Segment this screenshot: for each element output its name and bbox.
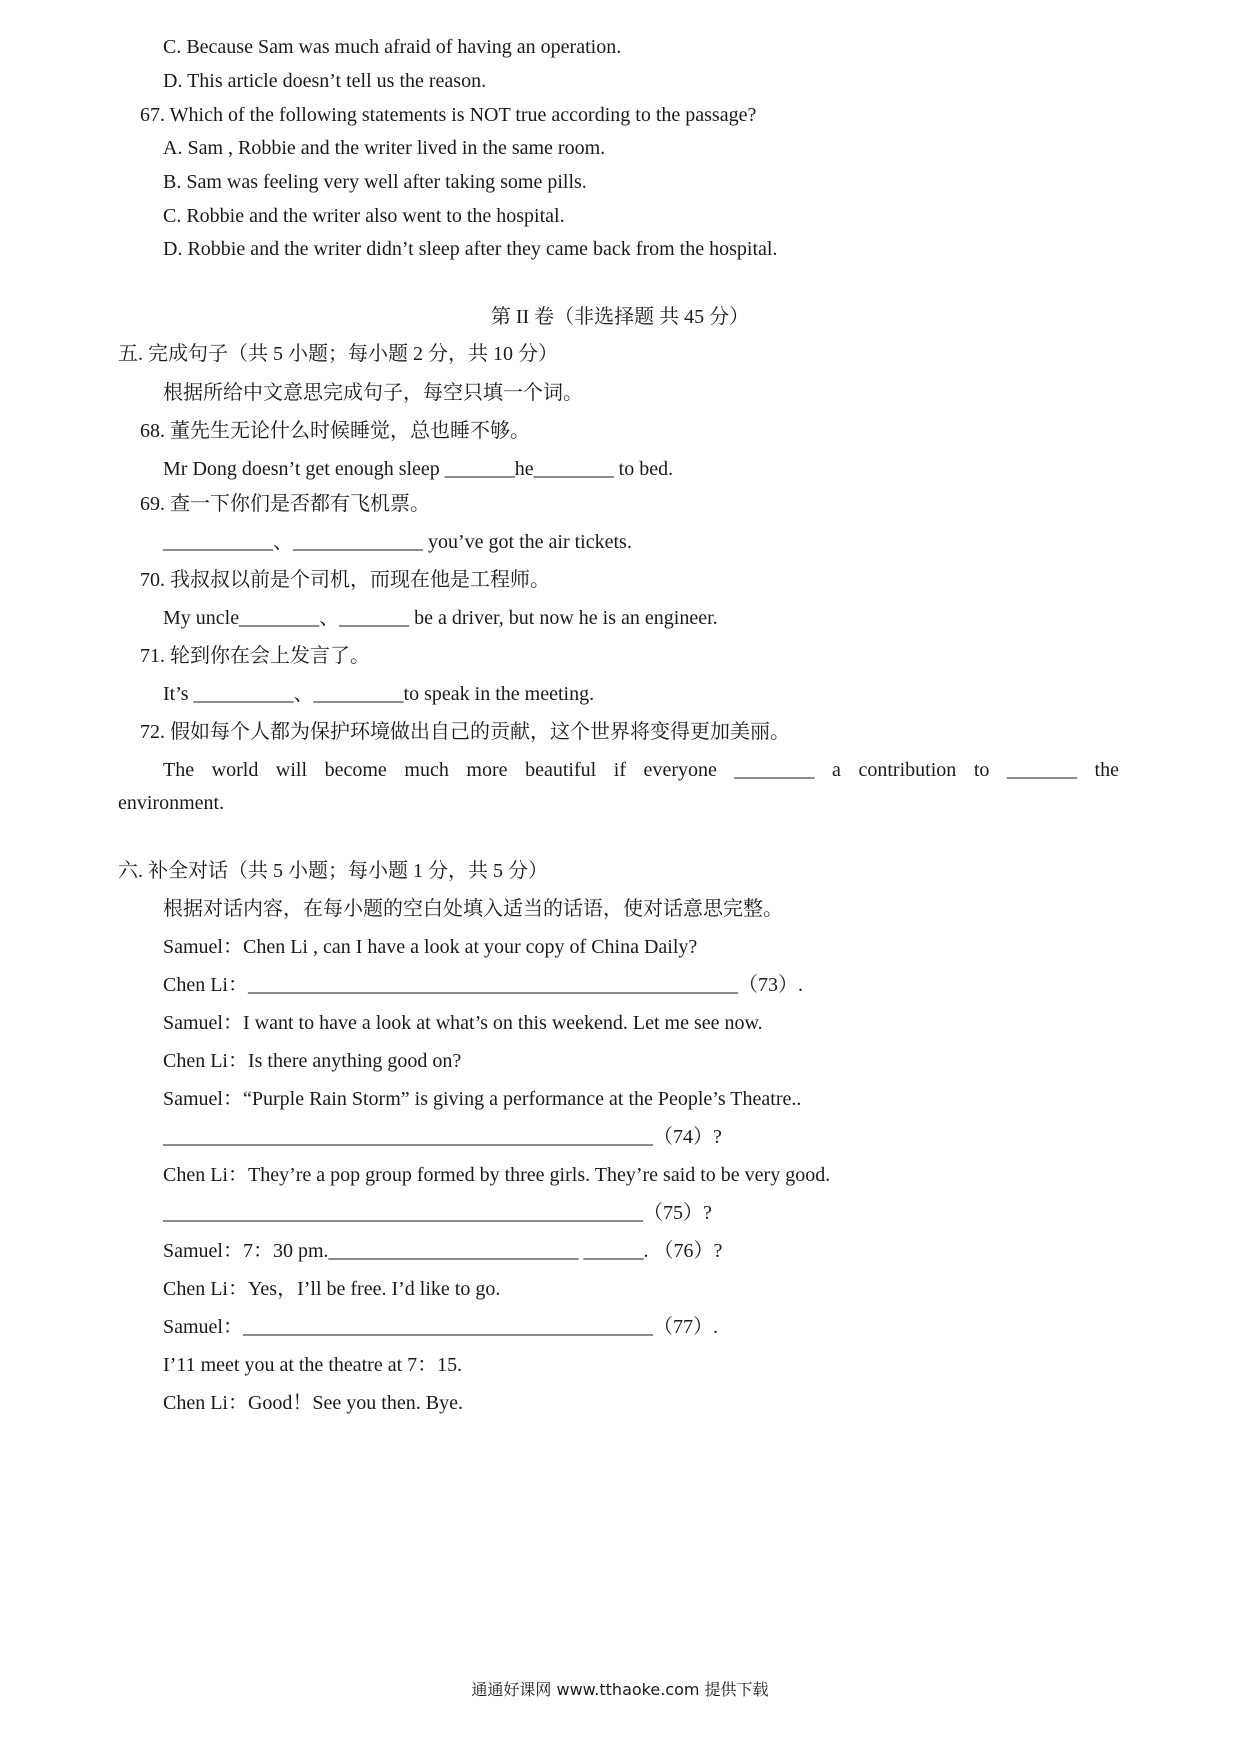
dialogue-line: Samuel：“Purple Rain Storm” is giving a performance at the People’s Theatre.. (163, 1088, 802, 1110)
q70-english: My uncle________、_______ be a driver, but now he is an engineer. (163, 607, 718, 629)
section5-instruction: 根据所给中文意思完成句子，每空只填一个词。 (163, 382, 583, 404)
dialogue-line: _________________________________________________（74）? (163, 1126, 722, 1148)
q69-chinese: 69. 查一下你们是否都有飞机票。 (140, 493, 430, 515)
q66-option-c: C. Because Sam was much afraid of having an operation. (163, 36, 622, 58)
q71-chinese: 71. 轮到你在会上发言了。 (140, 645, 370, 667)
q70-chinese: 70. 我叔叔以前是个司机，而现在他是工程师。 (140, 569, 550, 591)
section6-heading: 六. 补全对话（共 5 小题；每小题 1 分，共 5 分） (118, 860, 548, 882)
page-footer: 通通好课网 www.tthaoke.com 提供下载 (471, 1680, 769, 1699)
q67-option-b: B. Sam was feeling very well after taking some pills. (163, 171, 587, 193)
q67-option-d: D. Robbie and the writer didn’t sleep after they came back from the hospital. (163, 238, 778, 260)
part2-title: 第 II 卷（非选择题 共 45 分） (490, 306, 750, 328)
dialogue-line: ________________________________________________（75）? (163, 1202, 712, 1224)
q66-option-d: D. This article doesn’t tell us the reason. (163, 70, 487, 92)
dialogue-line: Chen Li：They’re a pop group formed by three girls. They’re said to be very good. (163, 1164, 831, 1186)
q68-chinese: 68. 董先生无论什么时候睡觉，总也睡不够。 (140, 420, 530, 442)
q72-chinese: 72. 假如每个人都为保护环境做出自己的贡献，这个世界将变得更加美丽。 (140, 721, 790, 743)
section6-instruction: 根据对话内容，在每小题的空白处填入适当的话语，使对话意思完整。 (163, 898, 783, 920)
q71-english: It’s __________、_________to speak in the meeting. (163, 683, 595, 705)
dialogue-line: Chen Li：Yes，I’ll be free. I’d like to go. (163, 1278, 501, 1300)
dialogue-line: Samuel：I want to have a look at what’s on this weekend. Let me see now. (163, 1012, 763, 1034)
q72-english: The world will become much more beautiful if everyone ________ a contribution to _______ the (163, 759, 1119, 781)
q67-option-a: A. Sam , Robbie and the writer lived in the same room. (163, 137, 606, 159)
dialogue-line: Samuel：Chen Li , can I have a look at your copy of China Daily? (163, 936, 698, 958)
q67-option-c: C. Robbie and the writer also went to the hospital. (163, 205, 565, 227)
q67-stem: 67. Which of the following statements is NOT true according to the passage? (140, 104, 757, 126)
dialogue-line: Chen Li：Good！See you then. Bye. (163, 1392, 463, 1414)
dialogue-line: Samuel：7：30 pm._________________________ ______. （76）? (163, 1240, 723, 1262)
q72-english-continued: environment. (118, 792, 225, 814)
dialogue-line: I’11 meet you at the theatre at 7：15. (163, 1354, 463, 1376)
dialogue-line: Samuel：_________________________________________（77）. (163, 1316, 718, 1338)
section5-heading: 五. 完成句子（共 5 小题；每小题 2 分，共 10 分） (118, 343, 558, 365)
q68-english: Mr Dong doesn’t get enough sleep _______he________ to bed. (163, 458, 674, 480)
dialogue-line: Chen Li：_________________________________________________（73）. (163, 974, 803, 996)
q69-english: ___________、_____________ you’ve got the air tickets. (163, 531, 632, 553)
dialogue-line: Chen Li：Is there anything good on? (163, 1050, 462, 1072)
